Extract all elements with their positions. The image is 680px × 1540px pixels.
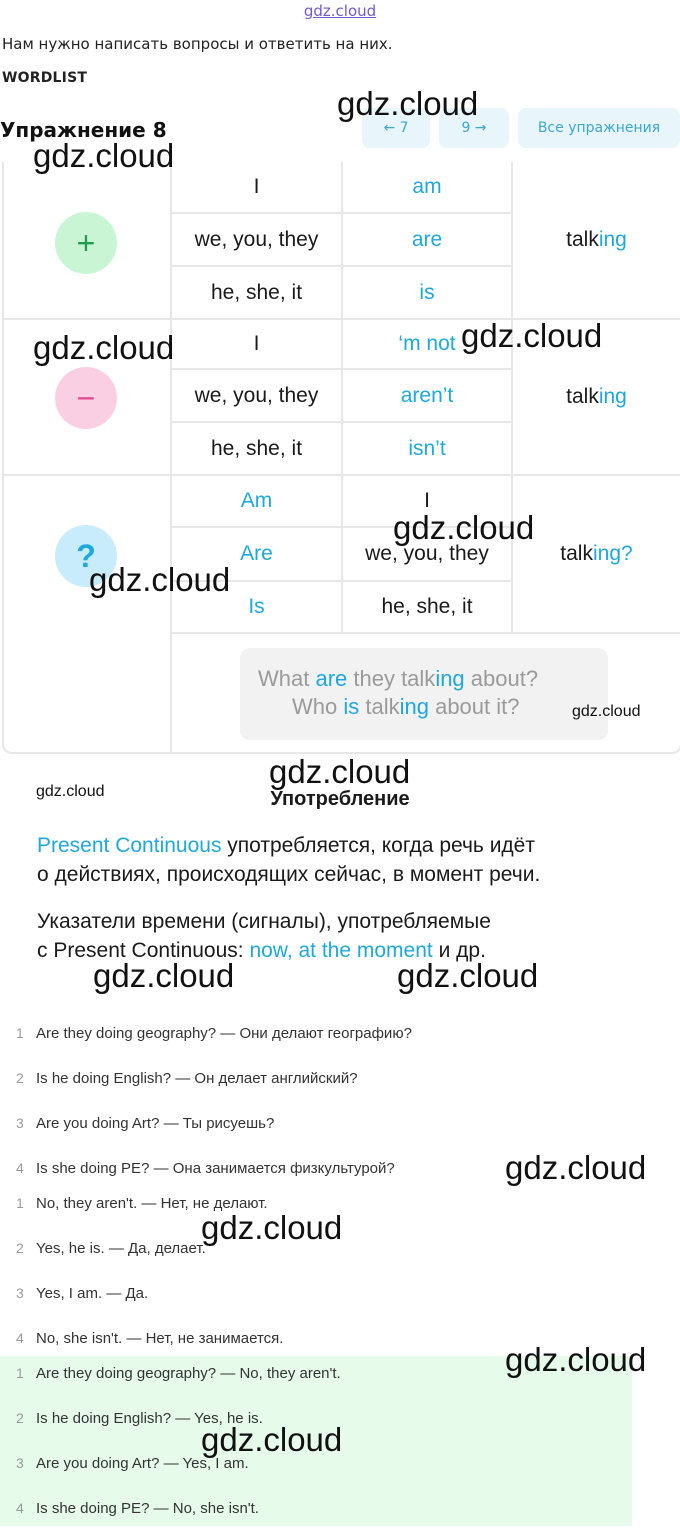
q-main-verb <box>513 476 680 632</box>
aff-verb: are <box>411 227 443 251</box>
neg-verb: isn’t <box>408 436 446 460</box>
neg-verb: aren’t <box>400 383 454 407</box>
item-number: 4 <box>16 1500 24 1516</box>
item-number: 1 <box>16 1195 24 1211</box>
term-highlight: Present Continuous <box>37 834 222 857</box>
item-text: Are you doing Art? — Ты рисуешь? <box>36 1115 275 1132</box>
watermark: gdz.cloud <box>33 329 175 366</box>
example-aux: is <box>343 694 360 719</box>
watermark: gdz.cloud <box>89 561 231 598</box>
verb-suffix: ing? <box>592 542 633 565</box>
q-aux: Is <box>248 595 265 618</box>
paragraph-text: употребляется, когда речь идёт <box>221 834 535 857</box>
wordlist-link[interactable]: WORDLIST <box>2 70 88 86</box>
item-text: Is he doing English? — Он делает английский? <box>36 1070 358 1087</box>
item-text: Is he doing English? — Yes, he is. <box>36 1410 263 1427</box>
aff-pronoun: he, she, it <box>210 280 303 304</box>
example-suffix: ing <box>435 666 465 691</box>
item-number: 2 <box>16 1410 24 1426</box>
question-icon: ? <box>55 525 117 587</box>
aff-verb: am <box>412 175 442 198</box>
signal-words: now, at the moment <box>249 939 433 962</box>
example-text: about? <box>464 666 539 691</box>
item-text: Yes, he is. — Да, делает. <box>36 1240 206 1257</box>
watermark: gdz.cloud <box>93 957 235 994</box>
usage-paragraph-1 <box>37 831 667 889</box>
q-pronoun: I <box>424 489 430 512</box>
watermark: gdz.cloud <box>572 703 641 720</box>
aff-pronoun: we, you, they <box>194 227 319 251</box>
example-line <box>292 694 519 720</box>
item-text: Are you doing Art? — Yes, I am. <box>36 1455 249 1472</box>
example-text: Who <box>292 694 344 719</box>
watermark: gdz.cloud <box>201 1209 343 1246</box>
item-number: 2 <box>16 1240 24 1256</box>
verb-stem: talk <box>560 542 593 565</box>
usage-title: Употребление <box>270 788 410 810</box>
neg-pronoun: I <box>253 332 260 355</box>
watermark: gdz.cloud <box>397 957 539 994</box>
next-exercise-button[interactable]: 9 → <box>439 108 509 148</box>
watermark: gdz.cloud <box>393 509 535 546</box>
item-number: 3 <box>16 1285 24 1301</box>
item-text: No, they aren't. — Нет, не делают. <box>36 1195 268 1212</box>
item-text: Are they doing geography? — Они делают географию? <box>36 1025 412 1042</box>
watermark: gdz.cloud <box>33 137 175 174</box>
example-text: talk <box>359 694 400 719</box>
list-item <box>0 1025 680 1065</box>
item-text: Yes, I am. — Да. <box>36 1285 149 1302</box>
watermark: gdz.cloud <box>461 317 603 354</box>
example-text: What <box>258 666 316 691</box>
site-logo-link[interactable]: gdz.cloud <box>303 2 377 20</box>
watermark: gdz.cloud <box>269 753 411 790</box>
watermark: gdz.cloud <box>505 1149 647 1186</box>
paragraph-text: о действиях, происходящих сейчас, в момент речи. <box>37 863 541 886</box>
neg-verb: ‘m not <box>398 332 456 355</box>
item-text: Are they doing geography? — No, they aren't. <box>36 1365 341 1382</box>
list-item <box>0 1500 680 1540</box>
aff-pronoun: I <box>253 175 260 198</box>
prev-exercise-button[interactable]: ← 7 <box>362 108 430 148</box>
list-item <box>0 1455 680 1495</box>
watermark: gdz.cloud <box>505 1341 647 1378</box>
neg-pronoun: we, you, they <box>194 383 319 407</box>
item-number: 3 <box>16 1115 24 1131</box>
paragraph-text: с Present Continuous: <box>37 939 250 962</box>
aff-verb: is <box>419 280 435 304</box>
verb-stem: talk <box>566 228 599 251</box>
item-text: Is she doing PE? — Она занимается физкультурой? <box>36 1160 395 1177</box>
item-number: 4 <box>16 1160 24 1176</box>
verb-suffix: ing <box>598 228 627 251</box>
watermark: gdz.cloud <box>201 1421 343 1458</box>
item-number: 3 <box>16 1455 24 1471</box>
exercise-title: Упражнение 8 <box>0 118 167 142</box>
plus-icon: + <box>55 212 117 274</box>
aff-main-verb <box>513 162 680 318</box>
watermark: gdz.cloud <box>36 783 105 800</box>
paragraph-text: Указатели времени (сигналы), употребляемые <box>37 910 491 933</box>
item-number: 4 <box>16 1330 24 1346</box>
example-sentences <box>240 648 608 740</box>
example-suffix: ing <box>399 694 429 719</box>
all-exercises-button[interactable]: Все упражнения <box>518 108 680 148</box>
verb-suffix: ing <box>598 385 627 408</box>
item-number: 1 <box>16 1025 24 1041</box>
watermark: gdz.cloud <box>337 85 479 122</box>
q-pronoun: he, she, it <box>381 595 473 618</box>
item-text: Is she doing PE? — No, she isn't. <box>36 1500 259 1517</box>
example-line <box>258 666 538 692</box>
item-text: No, she isn't. — Нет, не занимается. <box>36 1330 284 1347</box>
example-text: about it? <box>428 694 520 719</box>
paragraph-text: и др. <box>432 939 486 962</box>
neg-pronoun: he, she, it <box>210 436 303 460</box>
q-pronoun: we, you, they <box>365 542 489 565</box>
task-description: Нам нужно написать вопросы и ответить на них. <box>2 35 393 53</box>
q-aux: Are <box>240 542 273 565</box>
minus-icon: − <box>55 367 117 429</box>
verb-stem: talk <box>566 385 599 408</box>
list-item <box>0 1070 680 1110</box>
q-aux: Am <box>240 489 273 512</box>
item-number: 2 <box>16 1070 24 1086</box>
example-text: they talk <box>347 666 436 691</box>
item-number: 1 <box>16 1365 24 1381</box>
example-aux: are <box>315 666 348 691</box>
list-item <box>0 1285 680 1325</box>
